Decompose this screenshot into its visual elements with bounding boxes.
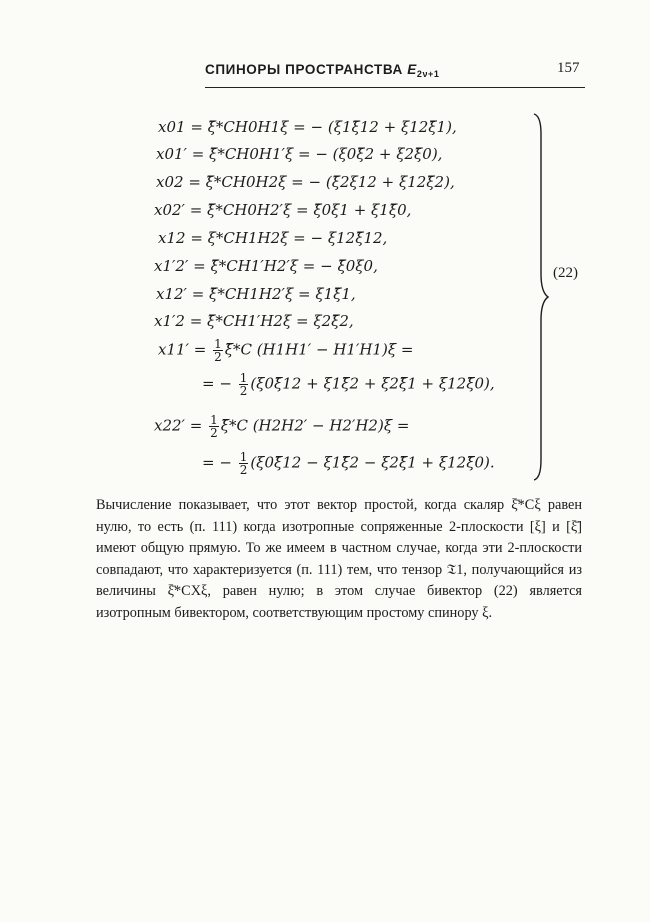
equation-x11prime-expansion: = − $\frac{1}{2}$ (ξ0ξ̄12 + ξ1ξ̄2 + ξ2ξ̄1 + ξ12ξ̄0), [202,371,495,398]
equation-x22prime: x22′ = $\frac{1}{2}$ ξ̄*C (H2H2′ − H2′H2)ξ = [154,413,410,440]
equation-x01: x01 = ξ̄*CH0H1ξ = − (ξ1ξ̄12 + ξ12ξ̄1), [158,118,457,136]
equation-x1prime2: x1′2 = ξ̄*CH1′H2ξ = ξ2ξ̄2, [154,312,354,330]
fraction-one-half: $\frac{1}{2}$ [239,371,248,398]
body-paragraph: Вычисление показывает, что этот вектор простой, когда скаляр ξ̄*Cξ равен нулю, то есть (п. 111) когда изотропные сопряженные 2-плоскости [ξ] и [ξ̄] имеют общую прямую. То же имеем в частном случае, когда эти 2-плоскости совпадают, что характеризуется (п. 111) тем, что тензор 𝔗1, получающийся из величины ξ̄*CXξ, равен нулю; в этом случае бивектор (22) является изотропным бивектором, соответствующим простому спинору ξ. [96,497,582,621]
fraction-one-half: $\frac{1}{2}$ [210,413,218,440]
running-header [205,60,585,86]
space-symbol: E [407,62,417,77]
space-subscript: 2ν+1 [416,69,440,79]
equation-x11prime: x11′ = $\frac{1}{2}$ ξ̄*C (H1H1′ − H1′H1)ξ = [158,337,414,364]
page-number: 157 [557,60,580,76]
equation-x01prime: x01′ = ξ̄*CH0H1′ξ = − (ξ0ξ̄2 + ξ2ξ̄0), [156,145,443,163]
equation-x12: x12 = ξ*CH1H2ξ = − ξ12ξ̄12, [158,229,388,247]
header-title: СПИНОРЫ ПРОСТРАНСТВА $E_{2\nu+1}$ [205,62,440,79]
equation-x22prime-expansion: = − $\frac{1}{2}$ (ξ0ξ̄12 − ξ1ξ̄2 − ξ2ξ̄1 + ξ12ξ̄0). [202,450,495,477]
fraction-one-half: $\frac{1}{2}$ [214,337,222,364]
equation-x02prime: x02′ = ξ̄*CH0H2′ξ = ξ̄0ξ1 + ξ1ξ̄0, [154,201,412,219]
equation-x12prime: x12′ = ξ̄*CH1H2′ξ = ξ1ξ̄1, [156,285,356,303]
fraction-one-half: $\frac{1}{2}$ [239,450,248,477]
equation-number: (22) [553,265,578,281]
equation-x1p2p: x1′2′ = ξ̄*CH1′H2′ξ = − ξ̄0ξ0, [154,257,378,275]
right-brace [532,112,550,482]
equation-x02: x02 = ξ̄*CH0H2ξ = − (ξ̄2ξ12 + ξ12ξ̄2), [156,173,455,191]
header-rule [205,87,585,88]
